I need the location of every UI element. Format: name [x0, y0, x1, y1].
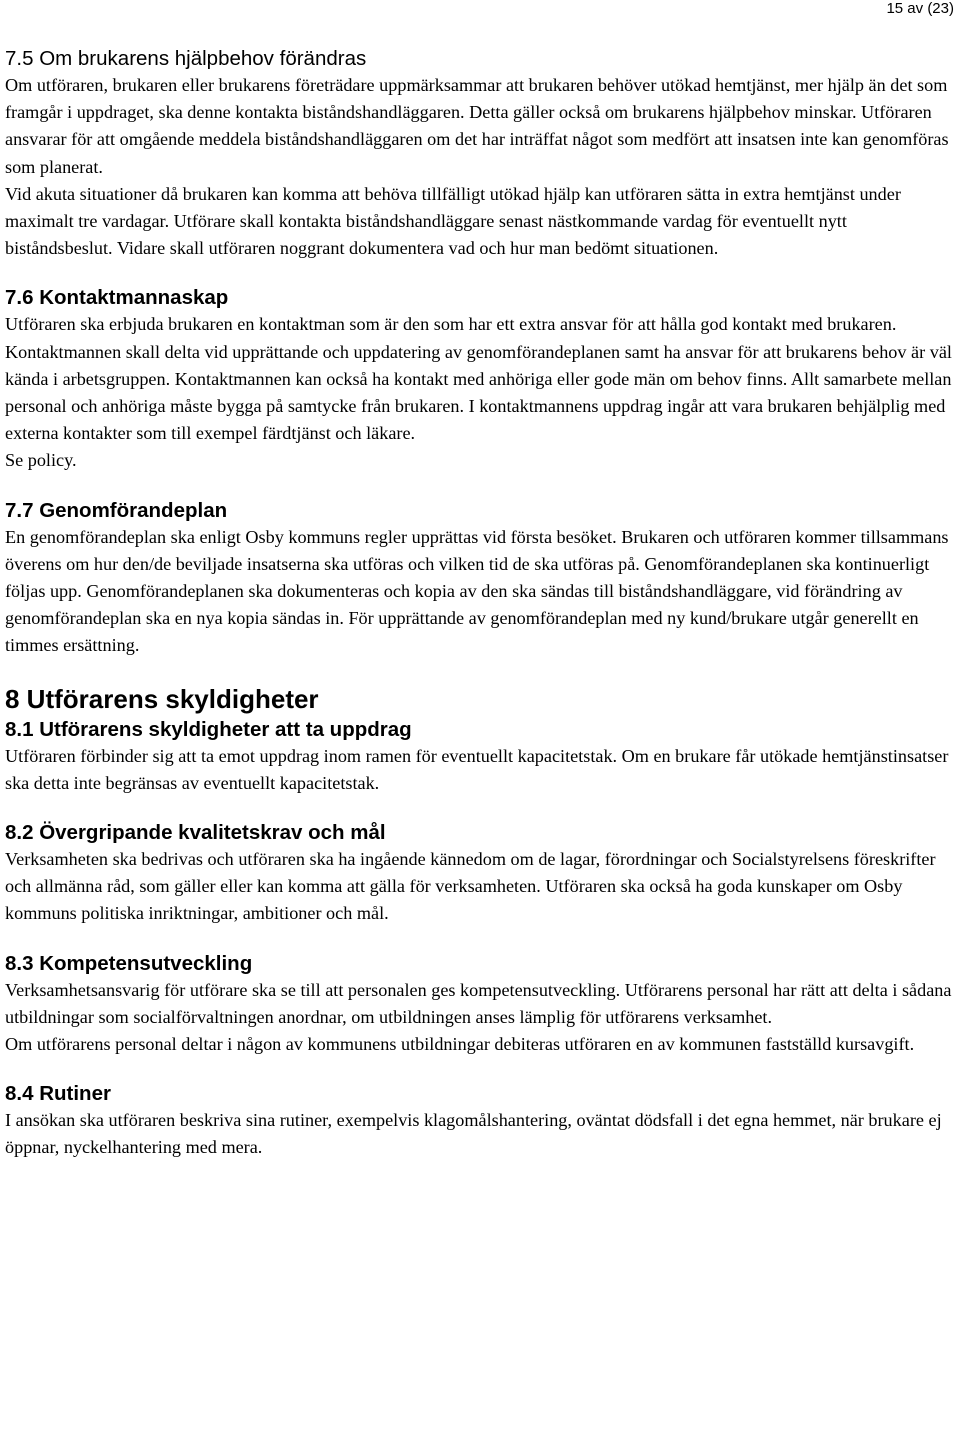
chapter-heading-8: 8 Utförarens skyldigheter [5, 683, 319, 714]
section-8-4-paragraph-1: I ansökan ska utföraren beskriva sina rutiner, exempelvis klagomålshantering, oväntat dödsfall i det egna hemmet, när brukare ej öppnar, nyckelhantering med mera. [5, 1110, 942, 1158]
page-number: 15 av (23) [886, 0, 954, 17]
section-8-3-paragraph-2: Om utförarens personal deltar i någon av kommunens utbildningar debiteras utföraren en av kommunen fastställd kursavgift. [5, 1034, 915, 1055]
section-7-6-paragraph-2: Se policy. [5, 450, 77, 471]
section-7-6-paragraph-1: Utföraren ska erbjuda brukaren en kontaktman som är den som har ett extra ansvar för att hålla god kontakt med brukaren. Kontaktmannen skall delta vid upprättande och uppdatering av genomförandeplanen samt ha ansvar för att brukarens behov är väl kända i arbetsgruppen. Kontaktmannen kan också ha kontakt med anhöriga eller gode män om behov finns. Allt samarbete mellan personal och anhöriga måste bygga på samtycke från brukaren. I kontaktmannens uppdrag ingår att vara brukaren behjälplig med externa kontakter som till exempel färdtjänst och läkare. [5, 314, 952, 444]
section-heading-7-5: 7.5 Om brukarens hjälpbehov förändras [5, 47, 367, 70]
section-8-1-paragraph-1: Utföraren förbinder sig att ta emot uppdrag inom ramen för eventuellt kapacitetstak. Om en brukare får utökade hemtjänstinsatser ska detta inte begränsas av eventuellt kapacitetstak. [5, 745, 949, 793]
section-7-5-paragraph-2: Vid akuta situationer då brukaren kan komma att behöva tillfälligt utökad hjälp kan utföraren sätta in extra hemtjänst under maximalt tre vardagar. Utförare skall kontakta biståndshandläggare senast nästkommande vardag för eventuellt nytt biståndsbeslut. Vidare skall utföraren noggrant dokumentera vad och hur man bedömt situationen. [5, 183, 901, 259]
section-8-3-paragraph-1: Verksamhetsansvarig för utförare ska se till att personalen ges kompetensutveckling. Utförarens personal har rätt att delta i sådana utbildningar som socialförvaltningen anordnar, om utbildningen anses lämplig för utförarens verksamhet. [5, 979, 952, 1027]
section-heading-7-7: 7.7 Genomförandeplan [5, 498, 228, 522]
document-body [5, 45, 955, 1162]
section-heading-8-2: 8.2 Övergripande kvalitetskrav och mål [5, 821, 386, 845]
section-heading-8-3: 8.3 Kompetensutveckling [5, 951, 253, 975]
section-7-7-paragraph-1: En genomförandeplan ska enligt Osby kommuns regler upprättas vid första besöket. Brukaren och utföraren kommer tillsammans överens om hur den/de beviljade insatserna ska utföras och vilken tid de ska utföras på. Genomförandeplanen ska kontinuerligt följas upp. Genomförandeplanen ska dokumenteras och kopia av den ska sändas till biståndshandläggare, vid förändring av genomförandeplan ska en nya kopia sändas in. För upprättande av genomförandeplan med ny kund/brukare utgår generellt en timmes ersättning. [5, 526, 949, 656]
section-heading-8-4: 8.4 Rutiner [5, 1082, 111, 1106]
section-7-5-paragraph-1: Om utföraren, brukaren eller brukarens företrädare uppmärksammar att brukaren behöver utökad hemtjänst, mer hjälp än det som framgår i uppdraget, ska denne kontakta biståndshandläggaren. Detta gäller också om brukarens hjälpbehov minskar. Utföraren ansvarar för att omgående meddela biståndshandläggaren om det har inträffat något som medfört att insatsen inte kan genomföras som planerat. [5, 75, 949, 177]
section-heading-8-1: 8.1 Utförarens skyldigheter att ta uppdrag [5, 717, 412, 741]
section-heading-7-6: 7.6 Kontaktmannaskap [5, 286, 229, 310]
section-8-2-paragraph-1: Verksamheten ska bedrivas och utföraren ska ha ingående kännedom om de lagar, förordningar och Socialstyrelsens föreskrifter och allmänna råd, som gäller eller kan komma att gälla för verksamheten. Utföraren ska också ha goda kunskaper om Osby kommuns politiska inriktningar, ambitioner och mål. [5, 849, 936, 924]
